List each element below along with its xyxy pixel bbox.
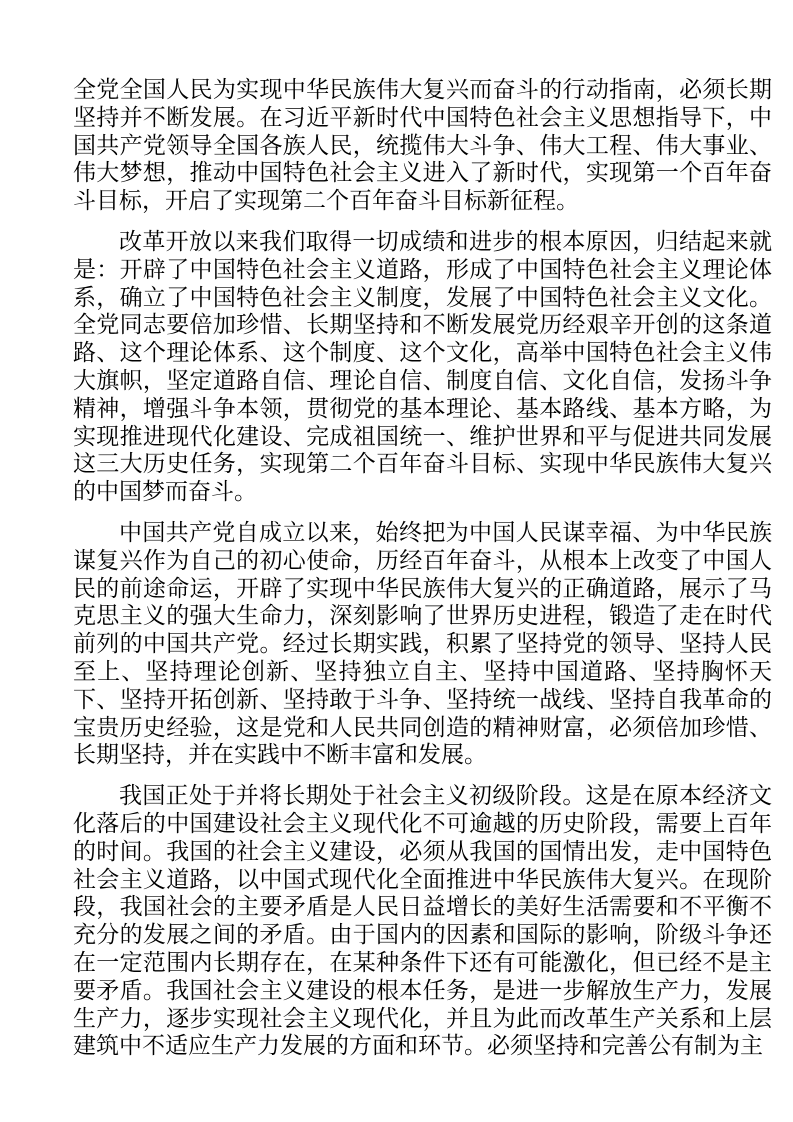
paragraph-1: 全党全国人民为实现中华民族伟大复兴而奋斗的行动指南，必须长期坚持并不断发展。在习近平新时代中国特色社会主义思想指导下，中国共产党领导全国各族人民，统揽伟大斗争、伟大工程、伟大事业、伟大梦想，推动中国特色社会主义进入了新时代，实现第一个百年奋斗目标，开启了实现第二个百年奋斗目标新征程。 xyxy=(73,77,772,214)
paragraph-2: 改革开放以来我们取得一切成绩和进步的根本原因，归结起来就是：开辟了中国特色社会主义道路，形成了中国特色社会主义理论体系，确立了中国特色社会主义制度，发展了中国特色社会主义文化。全党同志要倍加珍惜、长期坚持和不断发展党历经艰辛开创的这条道路、这个理论体系、这个制度、这个文化，高举中国特色社会主义伟大旗帜，坚定道路自信、理论自信、制度自信、文化自信，发扬斗争精神，增强斗争本领，贯彻党的基本理论、基本路线、基本方略，为实现推进现代化建设、完成祖国统一、维护世界和平与促进共同发展这三大历史任务，实现第二个百年奋斗目标、实现中华民族伟大复兴的中国梦而奋斗。 xyxy=(73,228,772,505)
paragraph-4: 我国正处于并将长期处于社会主义初级阶段。这是在原本经济文化落后的中国建设社会主义现代化不可逾越的历史阶段，需要上百年的时间。我国的社会主义建设，必须从我国的国情出发，走中国特色社会主义道路，以中国式现代化全面推进中华民族伟大复兴。在现阶段，我国社会的主要矛盾是人民日益增长的美好生活需要和不平衡不充分的发展之间的矛盾。由于国内的因素和国际的影响，阶级斗争还在一定范围内长期存在，在某种条件下还有可能激化，但已经不是主要矛盾。我国社会主义建设的根本任务，是进一步解放生产力，发展生产力，逐步实现社会主义现代化，并且为此而改革生产关系和上层建筑中不适应生产力发展的方面和环节。必须坚持和完善公有制为主 xyxy=(73,783,772,1059)
document-text-body xyxy=(73,76,772,1060)
paragraph-3: 中国共产党自成立以来，始终把为中国人民谋幸福、为中华民族谋复兴作为自己的初心使命，历经百年奋斗，从根本上改变了中国人民的前途命运，开辟了实现中华民族伟大复兴的正确道路，展示了马克思主义的强大生命力，深刻影响了世界历史进程，锻造了走在时代前列的中国共产党。经过长期实践，积累了坚持党的领导、坚持人民至上、坚持理论创新、坚持独立自主、坚持中国道路、坚持胸怀天下、坚持开拓创新、坚持敢于斗争、坚持统一战线、坚持自我革命的宝贵历史经验，这是党和人民共同创造的精神财富，必须倍加珍惜、长期坚持，并在实践中不断丰富和发展。 xyxy=(73,519,772,768)
